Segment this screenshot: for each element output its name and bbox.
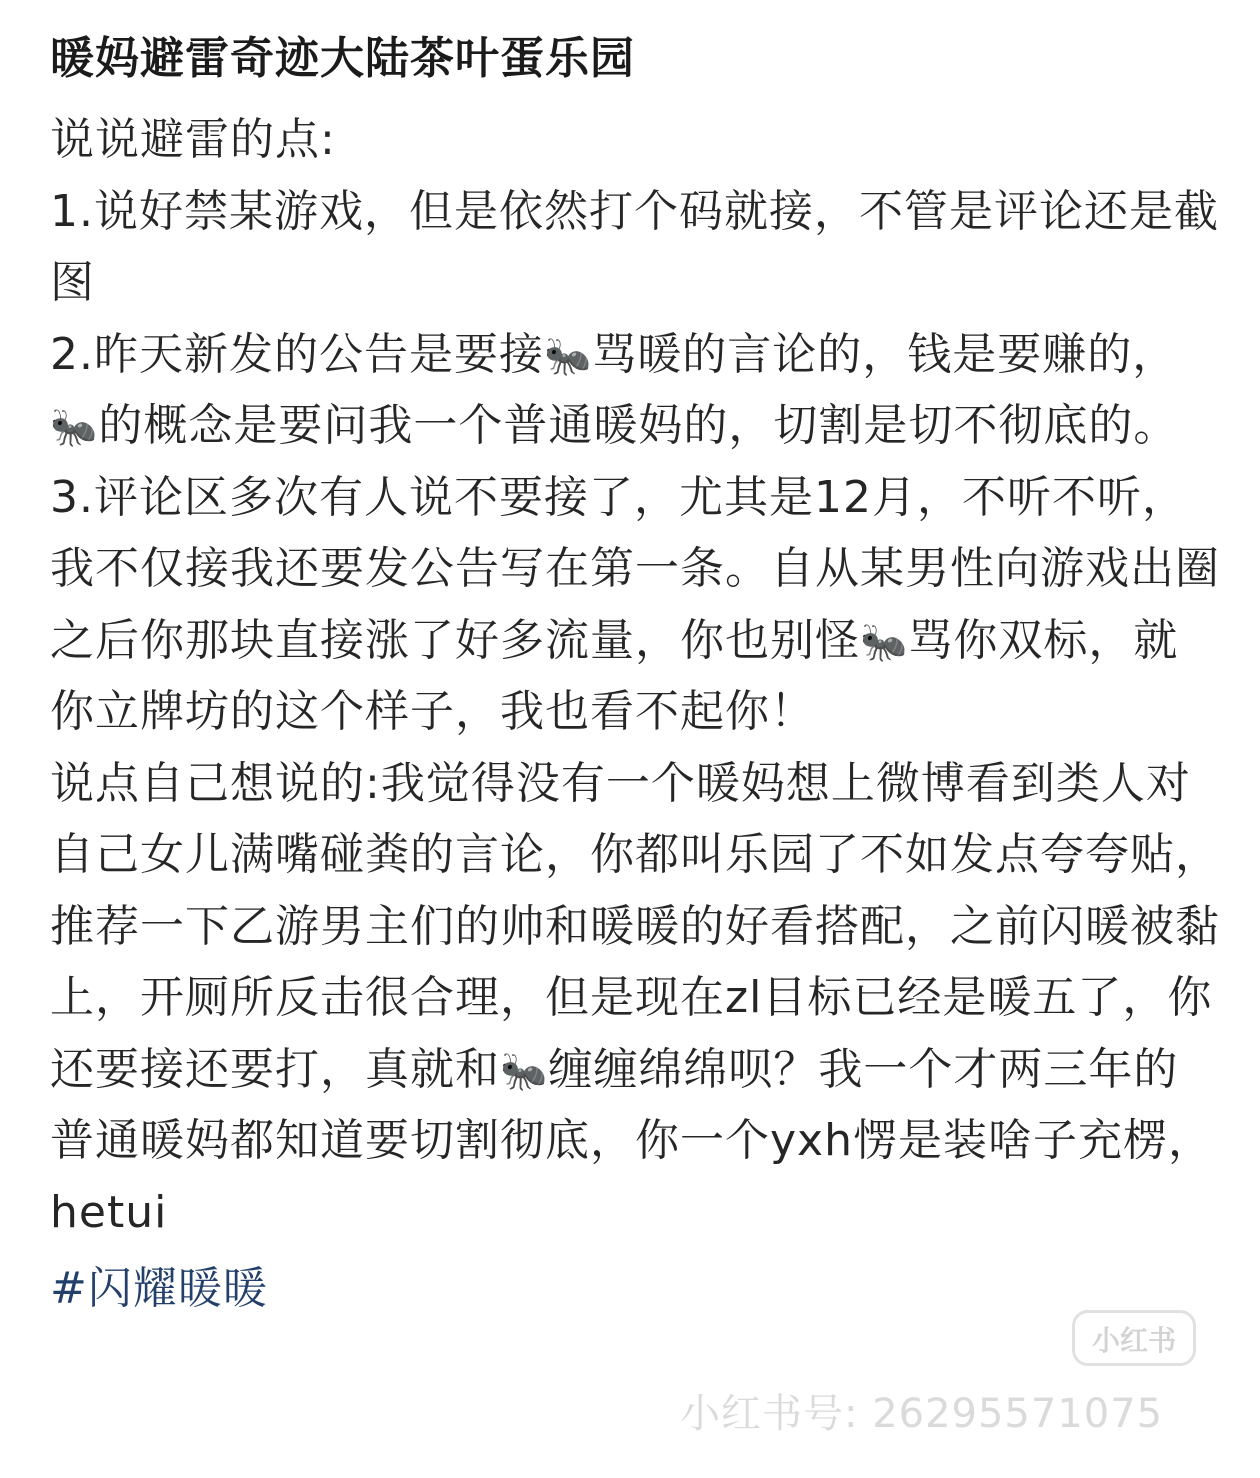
- ant-emoji-icon: 🐜: [860, 619, 909, 664]
- opinion-text-a: 说点自己想说的:我觉得没有一个暖妈想上微博看到类人对自己女儿满嘴碰粪的言论，你都叫乐园了不如发点夸夸贴，推荐一下乙游男主们的帅和暖暖的好看搭配，之前闪暖被黏上，开厕所反击很合理，但是现在zl目标已经是暖五了，你还要接还要打，真就和: [50, 757, 1220, 1095]
- note-title: 暖妈避雷奇迹大陆茶叶蛋乐园: [50, 33, 635, 84]
- opinion-text-b: 缠缠绵绵呗？我一个才两三年的普通暖妈都知道要切割彻底，你一个yxh愣是装啥子充楞，hetui: [50, 1043, 1213, 1238]
- xiaohongshu-watermark-logo: 小红书: [1072, 1310, 1196, 1366]
- note-body: [50, 104, 1220, 1248]
- point-2-text-b: 骂暖的言论的，钱是要赚的，: [592, 328, 1178, 380]
- point-1: 1.说好禁某游戏，但是依然打个码就接，不管是评论还是截图: [50, 185, 1219, 308]
- ant-emoji-icon: 🐜: [500, 1048, 549, 1093]
- point-3: [50, 462, 1220, 748]
- point-2: [50, 319, 1220, 462]
- hashtag-link[interactable]: #闪耀暖暖: [50, 1263, 268, 1314]
- xiaohongshu-id-watermark: 小红书号: 26295571075: [680, 1391, 1164, 1437]
- point-3-text-b: 骂你双标，就你立牌坊的这个样子，我也看不起你！: [50, 614, 1179, 737]
- point-2-text-a: 2.昨天新发的公告是要接: [50, 328, 544, 380]
- intro-line: 说说避雷的点:: [50, 114, 336, 165]
- point-2-text-c: 的概念是要问我一个普通暖妈的，切割是切不彻底的。: [98, 400, 1179, 451]
- ant-emoji-icon: 🐜: [50, 405, 99, 449]
- point-3-text-a: 3.评论区多次有人说不要接了，尤其是12月，不听不听，我不仅接我还要发公告写在第一条。自从某男性向游戏出圈之后你那块直接涨了好多流量，你也别怪: [50, 471, 1220, 666]
- personal-opinion: [50, 748, 1220, 1249]
- ant-emoji-icon: 🐜: [543, 333, 593, 378]
- note-content: [50, 22, 1220, 1326]
